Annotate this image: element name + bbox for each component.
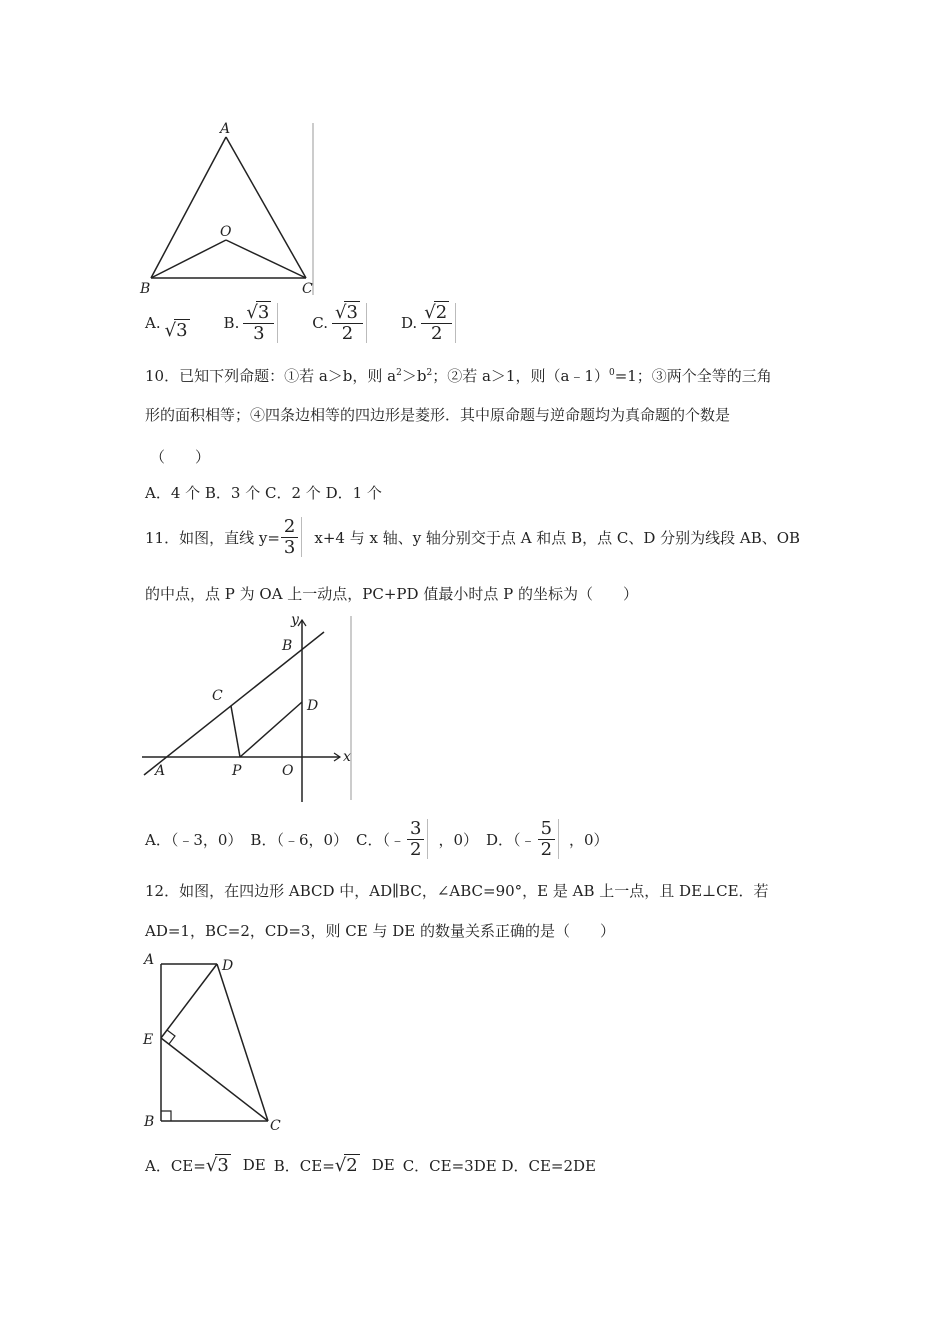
q11-option-c-pre: C．（﹣	[356, 830, 406, 849]
q11-suffix: x+4 与 x 轴、y 轴分别交于点 A 和点 B，点 C、D 分别为线段 AB、OB	[314, 528, 801, 547]
q9-option-a-label: A.	[145, 314, 161, 332]
sqrt-symbol: √	[205, 1154, 218, 1176]
q11-options	[145, 816, 609, 862]
segment-ob	[151, 240, 226, 278]
fraction-numerator	[421, 303, 452, 324]
fraction-denominator: 3	[283, 536, 296, 558]
line-ab	[144, 632, 324, 775]
q10-line3: （ ）	[150, 448, 211, 466]
q9-option-d-label: D.	[400, 314, 418, 332]
fraction	[407, 819, 428, 860]
side-ab	[151, 137, 226, 278]
q12-line1: 12．如图，在四边形 ABCD 中，AD∥BC，∠ABC=90°，E 是 AB 上一点，且 DE⊥CE．若	[145, 882, 769, 900]
q10-text-1d: =1；③两个全等的三角	[614, 367, 772, 385]
right-angle-mark-b	[161, 1111, 171, 1121]
q10-text-1a: 10．已知下列命题：①若 a＞b，则 a	[145, 367, 397, 385]
label-a: A	[144, 952, 155, 968]
q12-option-cd[interactable]: C．CE=3DE D．CE=2DE	[402, 1156, 597, 1175]
q10-text-1b: ＞b	[401, 367, 427, 385]
label-b: B	[282, 638, 293, 654]
label-c: C	[302, 281, 313, 297]
q12-line2: AD=1，BC=2，CD=3，则 CE 与 DE 的数量关系正确的是（ ）	[145, 922, 615, 940]
label-b: B	[140, 281, 151, 297]
side-dc	[217, 964, 268, 1121]
q10-sup-3: 0	[608, 368, 615, 378]
q10-options[interactable]: A．4 个 B．3 个 C．2 个 D．1 个	[145, 484, 382, 502]
sqrt-symbol: √	[424, 301, 436, 323]
fraction-denominator: 2	[540, 838, 553, 860]
triangle-figure	[135, 115, 335, 300]
label-d: D	[307, 698, 319, 714]
q11-option-d[interactable]	[486, 819, 609, 860]
label-a: A	[155, 763, 166, 779]
right-angle-mark-e	[167, 1030, 175, 1044]
q11-option-b[interactable]: B．（﹣6，0）	[250, 830, 349, 849]
sqrt-expression	[335, 1155, 360, 1176]
label-c: C	[212, 688, 223, 704]
q12-option-b[interactable]	[274, 1155, 395, 1176]
q11-option-d-pre: D．（﹣	[486, 830, 536, 849]
label-y: y	[291, 612, 299, 628]
fraction-numerator	[332, 303, 363, 324]
radicand: 3	[346, 301, 358, 323]
label-b: B	[144, 1114, 155, 1130]
label-p: P	[232, 763, 242, 779]
q12-options	[145, 1148, 596, 1182]
q10-line1	[145, 365, 772, 386]
radicand: 3	[257, 301, 270, 323]
q9-options	[145, 300, 456, 346]
segment-cp	[231, 706, 240, 757]
q11-option-d-post: ，0）	[569, 830, 609, 849]
segment-oc	[226, 240, 306, 278]
q11-line1	[145, 514, 800, 560]
label-a: A	[220, 121, 231, 137]
q10-sup-1: 2	[396, 368, 402, 378]
q11-option-a[interactable]: A．（﹣3，0）	[145, 830, 243, 849]
fraction	[332, 303, 367, 344]
label-x: x	[343, 749, 351, 765]
q11-fraction	[281, 517, 302, 558]
fraction-denominator: 2	[430, 322, 443, 344]
q9-option-d[interactable]	[401, 303, 456, 344]
q9-option-b[interactable]	[224, 303, 279, 344]
coordinate-figure	[140, 610, 360, 805]
fraction	[421, 303, 456, 344]
label-o: O	[220, 224, 232, 240]
q9-option-b-label: B.	[223, 314, 240, 332]
q11-line2: 的中点，点 P 为 OA 上一动点，PC+PD 值最小时点 P 的坐标为（ ）	[145, 585, 638, 603]
fraction-numerator: 3	[407, 819, 424, 840]
label-c: C	[270, 1118, 281, 1134]
q12-option-b-pre: B．CE=	[273, 1156, 335, 1175]
sqrt-expression	[206, 1155, 231, 1176]
fraction-numerator	[243, 303, 274, 324]
radicand: 2	[346, 1154, 358, 1176]
q12-option-a[interactable]	[145, 1155, 266, 1176]
side-ac	[226, 137, 306, 278]
q12-option-a-post: DE	[242, 1156, 266, 1174]
segment-ec	[161, 1038, 268, 1121]
q10-text-1c: ；②若 a＞1，则（a﹣1）	[432, 367, 609, 385]
segment-ed	[161, 964, 217, 1038]
q11-option-c[interactable]	[356, 819, 478, 860]
radicand: 3	[176, 319, 188, 341]
fraction-denominator: 2	[410, 838, 422, 860]
sqrt-symbol: √	[334, 1154, 347, 1176]
q12-option-a-pre: A．CE=	[145, 1156, 206, 1175]
quadrilateral-figure	[140, 950, 290, 1135]
q9-option-c[interactable]	[312, 303, 367, 344]
q10-line2: 形的面积相等；④四条边相等的四边形是菱形．其中原命题与逆命题均为真命题的个数是	[145, 406, 731, 424]
q11-option-c-post: ，0）	[438, 830, 479, 849]
q9-option-c-label: C.	[312, 314, 328, 332]
segment-pd	[240, 702, 302, 757]
sqrt-symbol: √	[164, 319, 177, 341]
q11-prefix: 11．如图，直线 y=	[145, 528, 280, 547]
fraction	[538, 819, 559, 860]
radicand: 3	[217, 1154, 229, 1176]
q12-option-b-post: DE	[371, 1156, 395, 1174]
q9-option-a[interactable]	[145, 306, 190, 341]
sqrt-symbol: √	[335, 301, 347, 323]
fraction-numerator: 2	[281, 517, 298, 538]
label-o: O	[282, 763, 294, 779]
sqrt-expression	[165, 320, 190, 341]
fraction-denominator: 3	[253, 322, 265, 344]
q10-sup-2: 2	[426, 368, 433, 378]
radicand: 2	[435, 301, 448, 323]
sqrt-symbol: √	[246, 301, 258, 323]
fraction	[243, 303, 278, 344]
fraction-denominator: 2	[341, 322, 354, 344]
label-e: E	[143, 1032, 154, 1048]
label-d: D	[222, 958, 234, 974]
fraction-numerator: 5	[538, 819, 555, 840]
